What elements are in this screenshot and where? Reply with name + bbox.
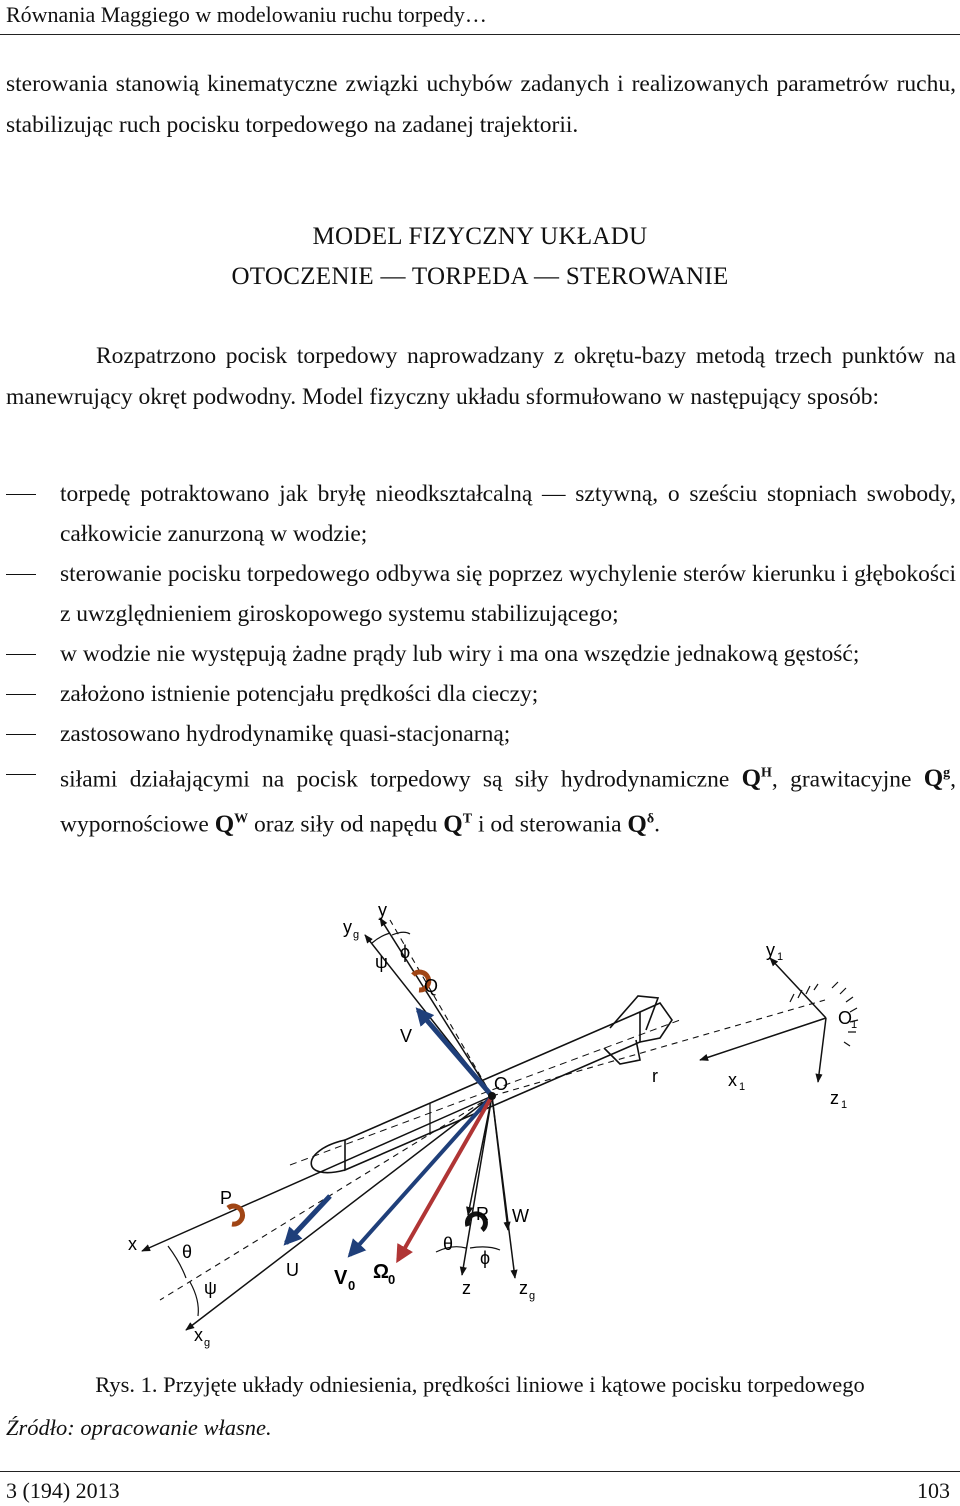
label-theta-bottom: θ [443,1234,454,1254]
label-q: Q [424,976,439,996]
forces-list-item: siłami działającymi na pocisk torpedowy są siły hydrodynamiczne $Q^H$, grawitacyjne $Q^g$, wypornościowe $Q^W$ oraz siły od napędu $Q^T$ i od sterowania $Q^\delta$. [6,754,956,845]
label-o: O [494,1074,509,1094]
label-x: x [128,1234,137,1254]
label-y1-sub: 1 [777,951,784,963]
label-omega0: Ω [373,1261,390,1283]
label-phi-top: ϕ [400,942,411,962]
list-item: w wodzie nie występują żadne prądy lub wiry i ma ona wszędzie jednakową gęstość; [6,634,956,674]
angle-phi-arc-top [392,932,410,935]
label-x1: x [728,1070,737,1090]
page-number: 103 [917,1478,950,1503]
axis-y1 [770,958,826,1018]
q-gravity: $Q^g$ [923,765,951,793]
list-item: sterowanie pocisku torpedowego odbywa się poprzez wychylenie sterów kierunku i głębokości z uwzględnieniem giroskopowego systemu stabilizującego; [6,554,956,634]
figure-caption: Rys. 1. Przyjęte układy odniesienia, prędkości liniowe i kątowe pocisku torpedowego [95,1372,865,1397]
footer-divider [0,1471,960,1472]
label-r-force: R [476,1204,489,1224]
angle-psi-arc-left [190,1282,198,1316]
q-buoyancy: $Q^W$ [214,810,249,838]
label-o1-sub: 1 [851,1019,858,1031]
figure-source: Źródło: opracowanie własne. [6,1415,272,1440]
label-u: U [286,1260,299,1280]
section-heading-line2: OTOCZENIE — TORPEDA — STEROWANIE [231,263,729,290]
journal-issue: 3 (194) 2013 [6,1478,120,1503]
torpedo-centerline [290,1020,680,1165]
label-z: z [462,1278,471,1298]
velocity-v0-arrow [350,1096,492,1255]
velocity-v-arrow [418,1010,492,1096]
label-psi-top: ψ [375,952,388,972]
axis-x1 [700,1018,826,1060]
axis-y [380,918,492,1096]
torpedo-reference-frames-figure [110,895,870,1360]
label-y1: y [766,940,775,960]
moment-p-arc [228,1206,242,1224]
label-zg: z [519,1278,528,1298]
dash-bullet [6,694,36,695]
label-zg-sub: g [529,1290,536,1302]
torpedo-hull [345,1012,640,1170]
q-thrust: $Q^T$ [443,810,473,838]
dash-bullet [6,494,36,495]
label-v0-sub: 0 [348,1278,356,1293]
list-item: zastosowano hydrodynamikę quasi-stacjonarną; [6,714,956,754]
list-item: torpedę potraktowano jak bryłę nieodkształcalną — sztywną, o sześciu stopniach swobody, całkowicie zanurzoną w wodzie; [6,474,956,554]
assumptions-list [6,474,956,845]
torpedo-tail-cone [640,1003,672,1042]
dash-bullet [6,734,36,735]
dash-bullet [6,574,36,575]
running-header: Równania Maggiego w modelowaniu ruchu torpedy… [6,2,487,27]
label-omega0-sub: 0 [388,1272,396,1287]
label-xg: x [194,1325,203,1345]
intro-paragraph: sterowania stanowią kinematyczne związki uchybów zadanych i realizowanych parametrów ruchu, stabilizując ruch pocisku torpedowego na zadanej trajektorii. [6,71,956,138]
axis-x [142,1096,492,1251]
label-x1-sub: 1 [739,1081,746,1093]
dash-bullet [6,654,36,655]
model-paragraph: Rozpatrzono pocisk torpedowy naprowadzany z okrętu-bazy metodą trzech punktów na manewrujący okręt podwodny. Model fizyczny układu sformułowano w następujący sposób: [6,343,956,410]
label-yg: y [343,917,352,937]
label-z1: z [830,1088,839,1108]
label-psi-left: ψ [204,1278,217,1298]
label-yg-sub: g [353,929,360,941]
label-xg-sub: g [204,1337,211,1349]
force-w [492,1096,508,1230]
label-z1-sub: 1 [841,1099,848,1111]
q-hydrodynamic: $Q^H$ [741,765,772,793]
angle-psi-arc-top [372,933,390,943]
label-v0: V [334,1267,348,1289]
torpedo-fin-top [610,996,658,1030]
axis-z1 [818,1018,826,1082]
section-heading-line1: MODEL FIZYCZNY UKŁADU [312,223,648,250]
label-y: y [378,900,387,920]
dash-bullet [6,774,36,775]
axis-xg [186,1096,492,1330]
label-v: V [400,1026,413,1046]
header-divider [0,34,960,35]
line-of-sight-r [492,1000,825,1096]
label-o1: O [838,1008,853,1028]
label-p: P [220,1188,233,1208]
list-item: założono istnienie potencjału prędkości dla cieczy; [6,674,956,714]
label-w-force: W [512,1206,529,1226]
label-phi-bottom: ϕ [480,1248,491,1268]
label-r: r [652,1066,658,1086]
label-theta-left: θ [182,1242,193,1262]
q-control: $Q^\delta$ [627,810,655,838]
